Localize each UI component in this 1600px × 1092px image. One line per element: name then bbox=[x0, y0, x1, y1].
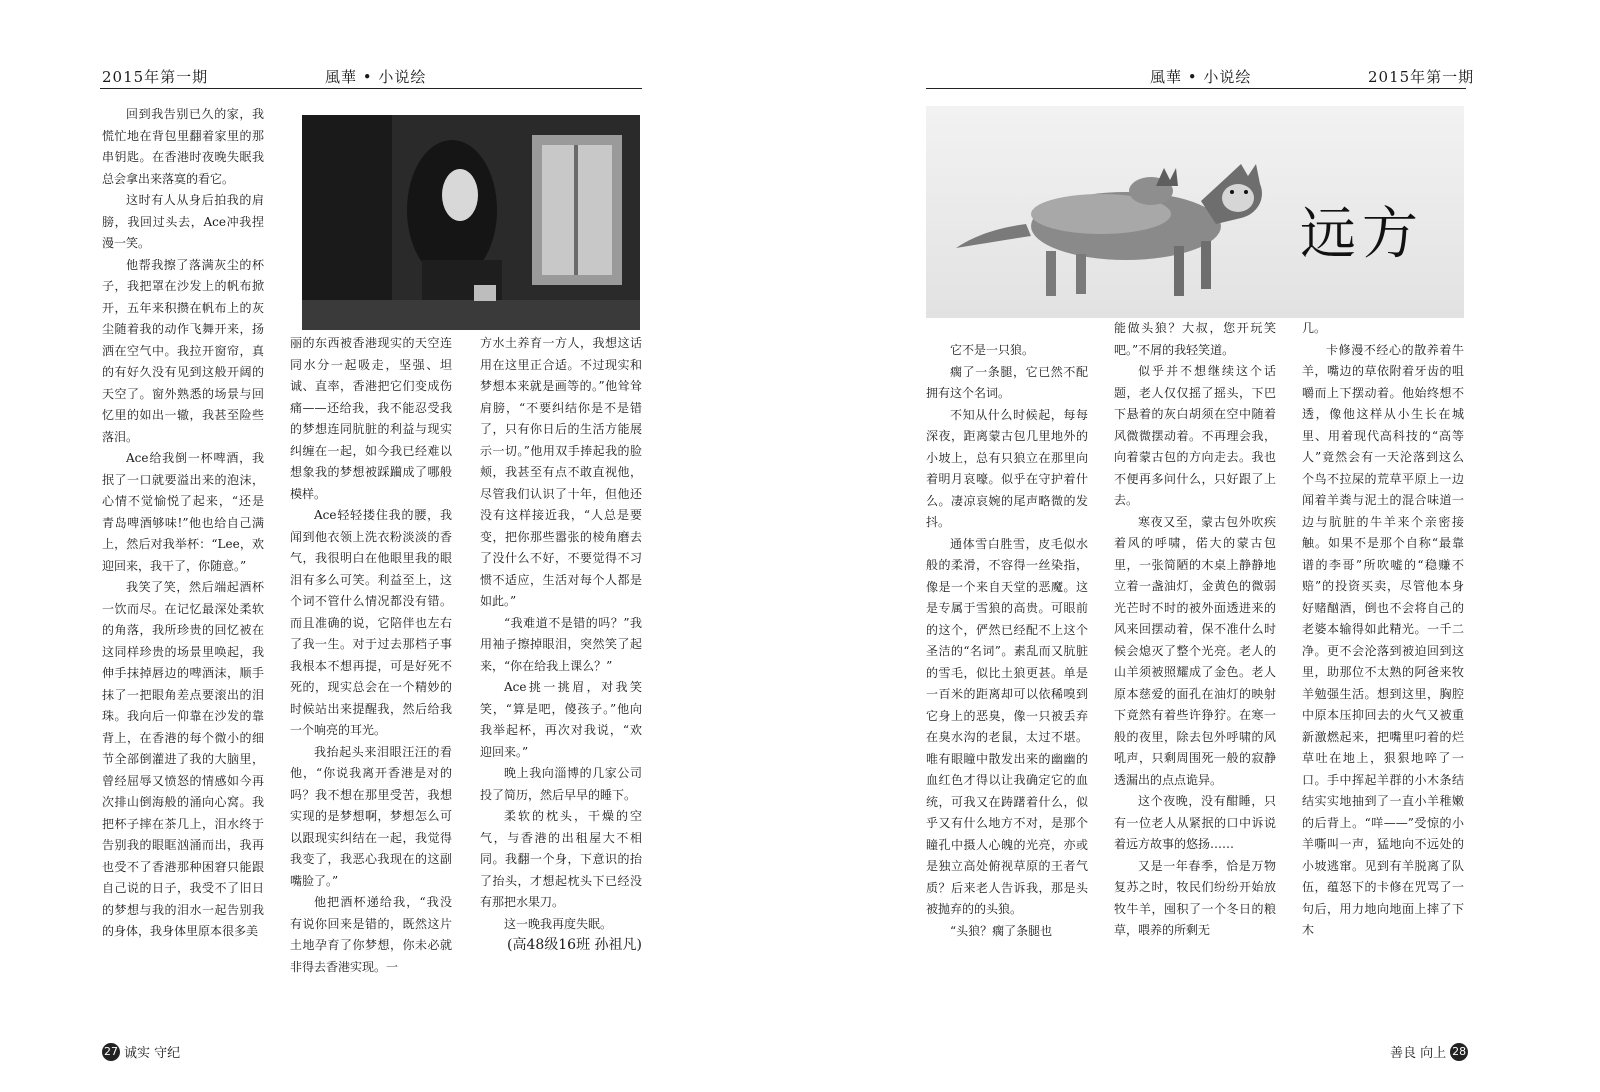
paragraph: 瘸了一条腿，它已然不配拥有这个名词。 bbox=[926, 364, 1088, 400]
right-header-rule bbox=[926, 88, 1466, 89]
footer-motto: 善良 向上 bbox=[1390, 1046, 1447, 1061]
left-column-1 bbox=[102, 104, 264, 943]
paragraph: Ace挑一挑眉，对我笑笑，“算是吧，傻孩子。”他向我举起杯，再次对我说，“欢迎回来。” bbox=[480, 680, 642, 759]
girl-photo bbox=[302, 115, 640, 330]
paragraph: 他把酒杯递给我，“我没有说你回来是错的，既然这片土地孕育了你梦想，你未必就非得去香港实现。一 bbox=[290, 895, 452, 974]
right-column-2 bbox=[1114, 318, 1276, 942]
paragraph: 它不是一只狼。 bbox=[950, 343, 1035, 357]
paragraph: 似乎并不想继续这个话题，老人仅仅摇了摇头，下巴下悬着的灰白胡须在空中随着风微微摆动着。不再理会我，向着蒙古包的方向走去。我也不便再多问什么，只好跟了上去。 bbox=[1114, 364, 1276, 507]
left-footer bbox=[102, 1042, 180, 1061]
paragraph: 这时有人从身后拍我的肩膀，我回过头去，Ace冲我捏漫一笑。 bbox=[102, 193, 264, 250]
paragraph: 我抬起头来泪眼汪汪的看他，“你说我离开香港是对的吗？我不想在那里受苦，我想实现的是梦想啊，梦想怎么可以跟现实纠结在一起，我觉得我变了，我恶心我现在的这副嘴脸了。” bbox=[290, 744, 452, 888]
paragraph: Ace轻轻搂住我的腰，我闻到他衣领上洗衣粉淡淡的香气，我很明白在他眼里我的眼泪有多么可笑。利益至上，这个词不管什么情况都没有错。而且准确的说，它陪伴也左右了我一生。对于过去那档子事我根本不想再提，可是好死不死的，现实总会在一个精妙的时候站出来提醒我，然后给我一个响亮的耳光。 bbox=[290, 508, 452, 737]
paragraph: 丽的东西被香港现实的天空连同水分一起吸走，坚强、坦诚、直率，香港把它们变成伤痛——还给我，我不能忍受我的梦想连同肮脏的利益与现实纠缠在一起，如今我已经难以想象我的梦想被踩躏成了哪般模样。 bbox=[290, 336, 452, 501]
paragraph: 卡修漫不经心的散养着牛羊，嘴边的草依附着牙齿的咀嚼而上下摆动着。他始终想不透，像他这样从小生长在城里、用着现代高科技的“高等人”竟然会有一天沦落到这么个鸟不拉屎的荒草平原上一边闻着羊粪与泥土的混合味道一边与肮脏的牛羊来个亲密接触。如果不是那个自称“最靠谱的李哥”所吹嘘的“稳赚不赔”的投资买卖，尽管他本身好赌酗酒，倒也不会将自己的老婆本输得如此精光。一千二净。更不会沦落到被迫回到这里，助那位不太熟的阿爸来牧羊勉强生活。想到这里，胸腔中原本压抑回去的火气又被重新激燃起来，把嘴里叼着的烂草吐在地上，狠狠地啐了一口。手中挥起羊群的小木条结结实实地抽到了一直小羊稚嫩的后背上。“咩——”受惊的小羊嘶叫一声，猛地向不远处的小坡逃窜。见到有羊脱离了队伍，蕴怒下的卡修在咒骂了一句后，用力地向地面上摔了下木 bbox=[1302, 342, 1464, 937]
paragraph: 通体雪白胜雪，皮毛似水般的柔滑，不容得一丝染指，像是一个来自天堂的恶魔。这是专属于雪狼的高贵。可眼前的这个，俨然已经配不上这个圣洁的“名词”。素乱而又肮脏的雪毛，似比土狼更甚。单是一百米的距离却可以依稀嗅到它身上的恶臭，像一只被丢弃在臭水沟的老鼠，太过不堪。唯有眼瞳中散发出来的幽幽的血红色才得以让我确定它的血统，可我又在踌躇着什么，似乎又有什么地方不对，是那个瞳孔中摄人心魄的光亮，亦或是独立高处俯视草原的王者气质？后来老人告诉我，那是头被抛弃的的头狼。 bbox=[926, 536, 1088, 916]
footer-motto: 诚实 守纪 bbox=[124, 1046, 181, 1061]
paragraph: 柔软的枕头，干燥的空气，与香港的出租屋大不相同。我翻一个身，下意识的抬了抬头，才想起枕头下已经没有那把水果刀。 bbox=[480, 809, 642, 909]
author-signature: (高48级16班 孙祖凡) bbox=[506, 937, 642, 953]
paragraph: 又是一年春季，恰是万物复苏之时，牧民们纷纷开始放牧牛羊，囤积了一个冬日的粮草，喂养的所剩无 bbox=[1114, 858, 1276, 937]
page-number: 28 bbox=[1450, 1043, 1468, 1061]
right-footer bbox=[1390, 1042, 1468, 1061]
paragraph: 我笑了笑，然后端起酒杯一饮而尽。在记忆最深处柔软的角落，我所珍贵的回忆被在这同样珍贵的场景里唤起，我伸手抹掉唇边的啤酒沫，顺手抹了一把眼角差点要滚出的泪珠。我向后一仰靠在沙发的靠背上，在香港的每个微小的细节全部倒灌进了我的大脑里，曾经屈辱又愤怒的情感如今再次排山倒海般的涌向心窝。我把杯子摔在茶几上，泪水终于告别我的眼眶汹涌而出，我再也受不了香港那种困窘只能跟自己说的日子，我受不了旧日的梦想与我的泪水一起告别我的身体，我身体里原本很多美 bbox=[102, 580, 264, 938]
paragraph: 这个夜晚，没有酣睡，只有一位老人从紧抿的口中诉说着远方故事的悠扬…… bbox=[1114, 794, 1276, 851]
paragraph: 寒夜又至，蒙古包外吹疾着风的呼啸，偌大的蒙古包里，一张简陋的木桌上静静地立着一盏油灯，金黄色的微弱光芒时不时的被外面透进来的风来回摆动着，保不准什么时候会熄灭了整个光亮。老人的山羊须被照耀成了金色。老人原本慈爱的面孔在油灯的映射下竟然有着些许狰狞。在寒一般的夜里，除去包外呼啸的风吼声，只剩周围死一般的寂静透漏出的点点诡异。 bbox=[1114, 514, 1276, 787]
right-column-3 bbox=[1302, 318, 1464, 942]
paragraph: 不知从什么时候起，每每深夜，距离蒙古包几里地外的小坡上，总有只狼立在那里向着明月哀嚎。似乎在守护着什么。凄凉哀婉的尾声略微的发抖。 bbox=[926, 407, 1088, 529]
paragraph: Ace给我倒一杯啤酒，我抿了一口就要溢出来的泡沫，心情不觉愉悦了起来，“还是青岛啤酒够味!”他也给自己满上，然后对我举杯：“Lee，欢迎回来，我干了，你随意。” bbox=[102, 451, 264, 573]
right-page bbox=[800, 0, 1600, 1092]
paragraph: 这一晚我再度失眠。 bbox=[504, 916, 613, 931]
left-section: 風華 • 小说绘 bbox=[325, 68, 427, 86]
page-number: 27 bbox=[102, 1043, 120, 1061]
left-issue: 2015年第一期 bbox=[102, 68, 209, 86]
paragraph: 几。 bbox=[1302, 321, 1327, 335]
paragraph: 方水土养育一方人，我想这话用在这里正合适。不过现实和梦想本来就是画等的。”他耸耸肩膀，“不要纠结你是不是错了，只有你日后的生活方能展示一切。”他用双手捧起我的脸颊，我甚至有点不敢直视他，尽管我们认识了十年，但他还没有这样接近我，“人总是要变，把你那些嚣张的棱角磨去了没什么不好，不要觉得不习惯不适应，生活对每个人都是如此。” bbox=[480, 336, 642, 608]
paragraph: “我难道不是错的吗？”我用袖子擦掉眼泪，突然笑了起来，“你在给我上课么？” bbox=[480, 615, 642, 673]
right-column-1 bbox=[926, 340, 1088, 942]
left-header-rule bbox=[100, 88, 642, 89]
banner-title: 远方 bbox=[1300, 202, 1424, 267]
paragraph: 回到我告别已久的家，我慌忙地在背包里翻着家里的那串钥匙。在香港时夜晚失眠我总会拿出来落寞的看它。 bbox=[102, 107, 264, 186]
right-issue: 2015年第一期 bbox=[1368, 68, 1475, 86]
paragraph: 能做头狼？大叔，您开玩笑吧。”不屑的我轻笑道。 bbox=[1114, 321, 1276, 357]
paragraph: “头狼？瘸了条腿也 bbox=[950, 923, 1053, 938]
right-section: 風華 • 小说绘 bbox=[1150, 68, 1252, 86]
paragraph: 他帮我擦了落满灰尘的杯子，我把罩在沙发上的帆布掀开，五年来积攒在帆布上的灰尘随着我的动作飞舞开来，扬洒在空气中。我拉开窗帘，真的有好久没有见到这般开阔的天空了。窗外熟悉的场景与回忆里的如出一辙，我甚至险些落泪。 bbox=[102, 257, 264, 444]
paragraph: 晚上我向淄博的几家公司投了简历，然后早早的睡下。 bbox=[480, 766, 642, 802]
left-column-3 bbox=[480, 333, 642, 957]
left-column-2 bbox=[290, 333, 452, 978]
